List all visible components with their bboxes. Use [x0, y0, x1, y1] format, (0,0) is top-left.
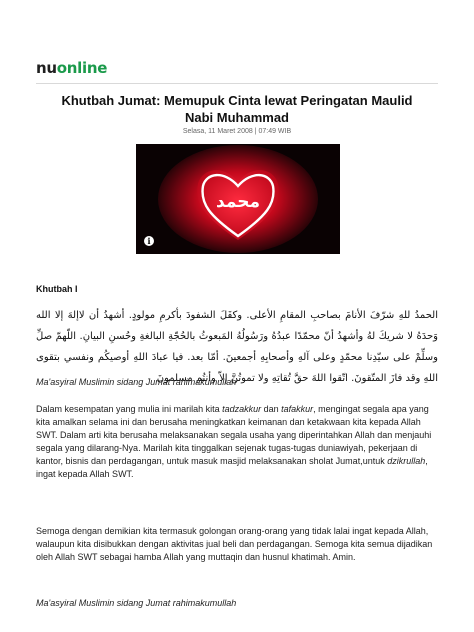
hero-calligraphy: محمد [216, 192, 260, 212]
header-divider [36, 83, 438, 84]
paragraph-hope: Semoga dengan demikian kita termasuk golongan orang-orang yang tidak lalai ingat kepada Allah, walaupun kita disibukkan dengan aktivitas jual beli dan perdagangan. Semoga kita semua dijadikan oleh Allah SWT sebagai hamba Allah yang muttaqin dan husnul khatimah. Amin. [36, 526, 433, 562]
salutation: Ma'asyiral Muslimin sidang Jumat rahimakumullah [36, 377, 237, 387]
arabic-khutbah-text: الحمدُ للهِ شرّفَ الأنامَ بصاحبِ المقامِ الأعلى. وكفَلَ الشفودَ بأكرمِ مولودٍ. أشهدُ أن لاإلهَ إلا الله وَحدَهُ لا شريكَ لهُ وأشهدُ أنّ محمّدًا عبدُهُ ورَسُولُهُ المَبعوثُ بالحُجّةِ البالغةِ وحُسنِ البيانِ. اللّهمّ صلِّ وسلِّمْ على سيّدِنا محمّدٍ وعلى آلهِ وأصحابِهِ أجمعينَ. أمّا بعد. فيا عبادَ اللهِ أوصيكُم ونفسي بتقوى اللهِ وقد فازَ المتّقونَ. اتّقوا اللهَ حقَّ تُقاتِهِ ولا تموتُنَّ إلاّ وأنتُم مسلمونَ [36, 310, 438, 384]
salutation-2: Ma'asyiral Muslimin sidang Jumat rahimakumullah [36, 598, 237, 608]
section-heading: Khutbah I [36, 284, 78, 294]
logo-prefix: nu [36, 59, 57, 77]
article-meta: Selasa, 11 Maret 2008 | 07:49 WIB [182, 128, 292, 135]
article-hero-image [136, 144, 340, 254]
paragraph-reflection: Dalam kesempatan yang mulia ini marilah kita tadzakkur dan tafakkur, mengingat segala apa yang kita amalkan selama ini dan berusaha meningkatkan keimanan dan ketakwaan kita kepada Allah SWT. Dalam arti kita berusaha melaksanakan segala usaha yang diperintahkan Allah dan menjauhi segala yang dilarang-Nya. Marilah kita tinggalkan sejenak tugas-tugas duniawiyah, pekerjaan di kantor, bisnis dan perdagangan, untuk masuk masjid melaksanakan sholat Jumat,untuk dzikrullah, ingat kepada Allah SWT. [36, 404, 432, 479]
info-icon[interactable]: i [144, 236, 154, 246]
logo-suffix: online [56, 59, 108, 77]
hero-heart-illustration [136, 144, 340, 254]
nu-online-logo[interactable] [36, 59, 107, 77]
article-title: Khutbah Jumat: Memupuk Cinta lewat Peringatan Maulid Nabi Muhammad [61, 93, 413, 125]
